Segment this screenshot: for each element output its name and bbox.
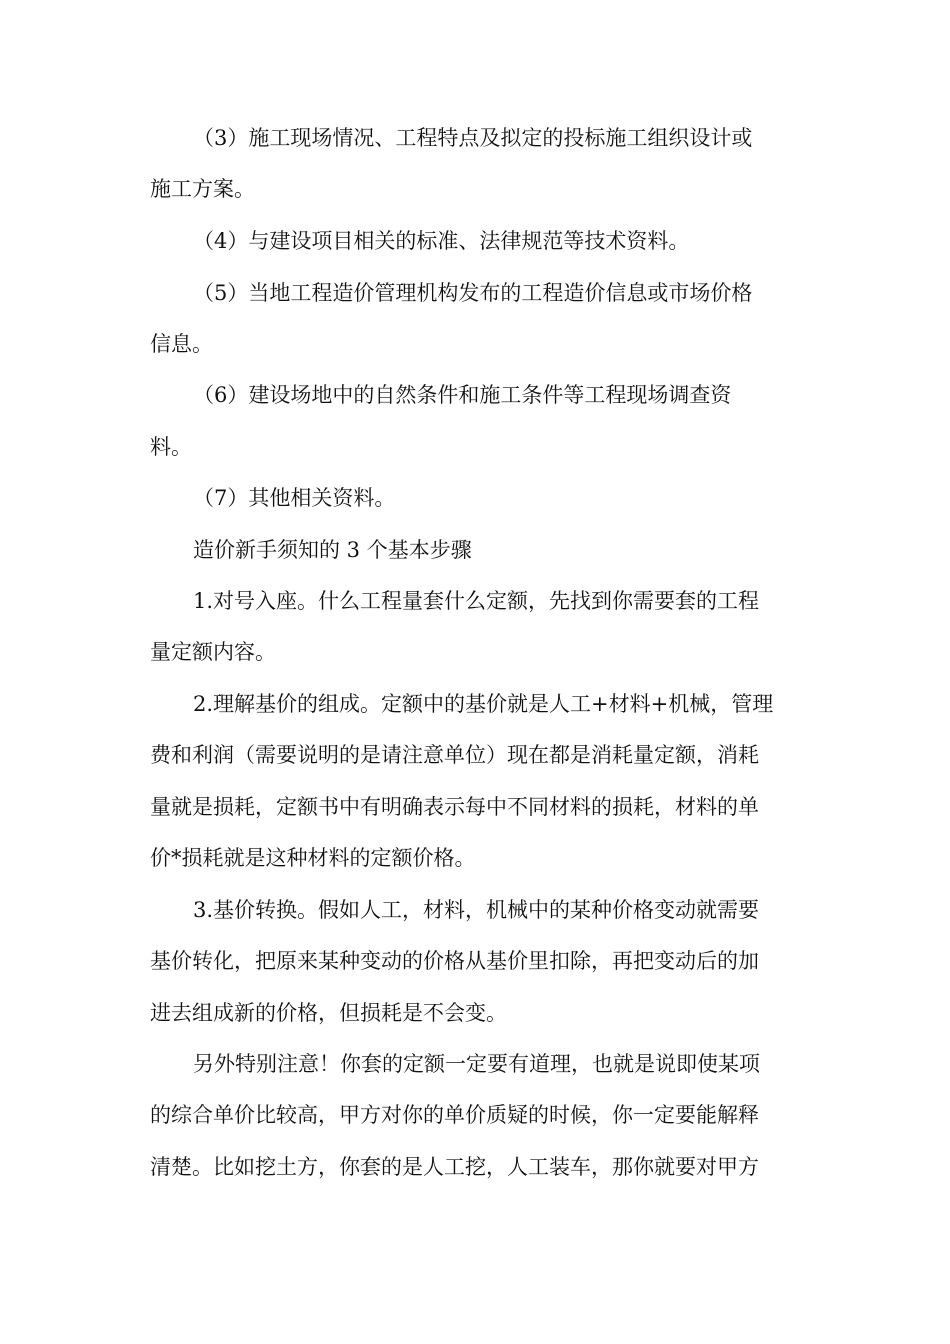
text-line-item7: （7）其他相关资料。 xyxy=(193,486,396,510)
text-line-item5-a: （5）当地工程造价管理机构发布的工程造价信息或市场价格 xyxy=(193,281,753,305)
text-line-step1-a: 1.对号入座。什么工程量套什么定额，先找到你需要套的工程 xyxy=(193,589,760,613)
text-line-step3-b: 基价转化，把原来某种变动的价格从基价里扣除，再把变动后的加 xyxy=(150,949,759,973)
text-line-step2-b: 费和利润（需要说明的是请注意单位）现在都是消耗量定额，消耗 xyxy=(150,743,759,767)
text-line-step2-d: 价*损耗就是这种材料的定额价格。 xyxy=(150,846,476,870)
text-line-item6-a: （6）建设场地中的自然条件和施工条件等工程现场调查资 xyxy=(193,383,732,407)
text-line-note-b: 的综合单价比较高，甲方对你的单价质疑的时候，你一定要能解释 xyxy=(150,1103,759,1127)
text-line-step2-a: 2.理解基价的组成。定额中的基价就是人工+材料+机械，管理 xyxy=(193,692,774,716)
text-line-step3-c: 进去组成新的价格，但损耗是不会变。 xyxy=(150,1001,507,1025)
text-line-item3-a: （3）施工现场情况、工程特点及拟定的投标施工组织设计或 xyxy=(193,126,753,150)
text-line-note-a: 另外特别注意！你套的定额一定要有道理，也就是说即使某项 xyxy=(193,1052,760,1076)
text-line-note-c: 清楚。比如挖土方，你套的是人工挖，人工装车，那你就要对甲方 xyxy=(150,1155,759,1179)
text-line-item4: （4）与建设项目相关的标准、法律规范等技术资料。 xyxy=(193,229,690,253)
text-line-item6-b: 料。 xyxy=(150,435,192,459)
section-heading: 造价新手须知的 3 个基本步骤 xyxy=(193,538,472,562)
text-line-step3-a: 3.基价转换。假如人工，材料，机械中的某种价格变动就需要 xyxy=(193,898,760,922)
text-line-step2-c: 量就是损耗，定额书中有明确表示每中不同材料的损耗，材料的单 xyxy=(150,795,759,819)
text-line-step1-b: 量定额内容。 xyxy=(150,640,276,664)
text-line-item5-b: 信息。 xyxy=(150,332,213,356)
text-line-item3-b: 施工方案。 xyxy=(150,177,255,201)
